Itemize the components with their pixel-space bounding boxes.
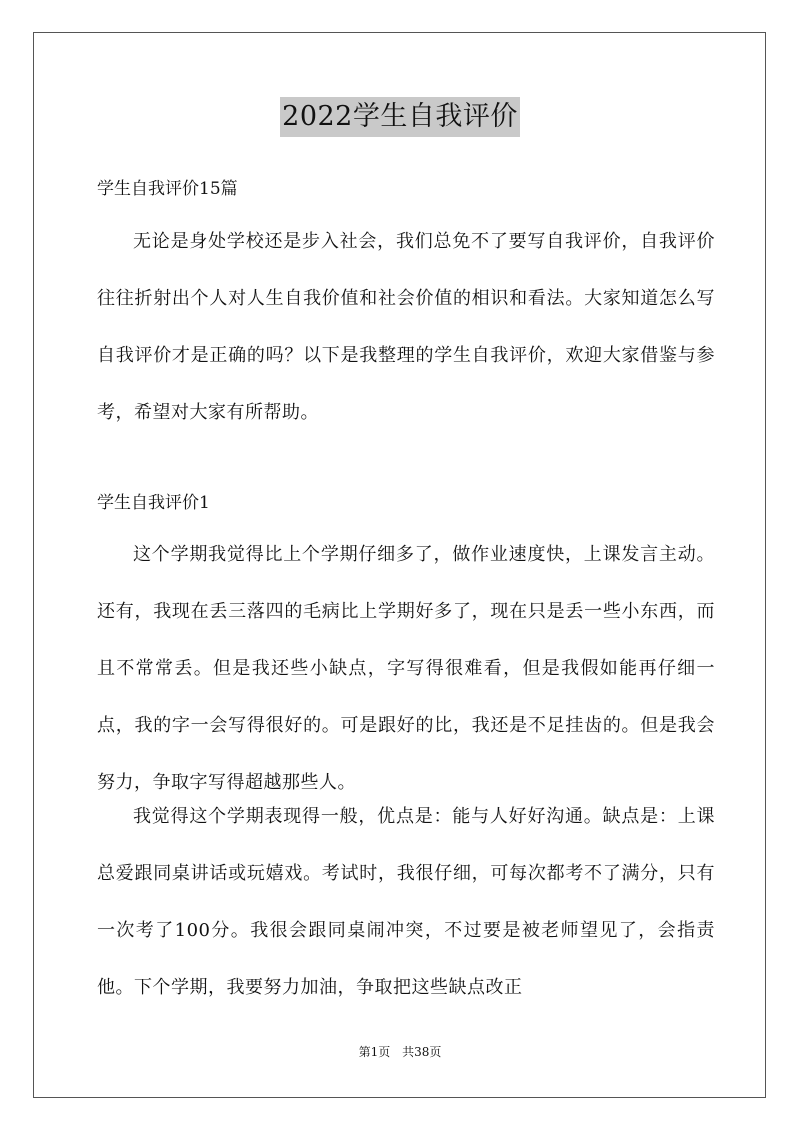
title-wrap [0, 97, 800, 137]
intro-paragraph: 无论是身处学校还是步入社会，我们总免不了要写自我评价，自我评价往往折射出个人对人生自我价值和社会价值的相识和看法。大家知道怎么写自我评价才是正确的吗？以下是我整理的学生自我评价，欢迎大家借鉴与参考，希望对大家有所帮助。 [97, 231, 715, 423]
page-footer [0, 1044, 800, 1060]
page-number: 第1页 [358, 1045, 391, 1059]
body-paragraph-2: 我觉得这个学期表现得一般，优点是：能与人好好沟通。缺点是：上课总爱跟同桌讲话或玩嬉戏。考试时，我很仔细，可每次都考不了满分，只有一次考了100分。我很会跟同桌闹冲突，不过要是被老师望见了，会指责他。下个学期，我要努力加油，争取把这些缺点改正 [97, 806, 715, 998]
body-paragraph-1: 这个学期我觉得比上个学期仔细多了，做作业速度快，上课发言主动。还有，我现在丢三落四的毛病比上学期好多了，现在只是丢一些小东西，而且不常常丢。但是我还些小缺点，字写得很难看，但是我假如能再仔细一点，我的字一会写得很好的。可是跟好的比，我还是不足挂齿的。但是我会努力，争取字写得超越那些人。 [97, 544, 715, 793]
section-heading: 学生自我评价1 [97, 493, 210, 513]
document-title: 2022学生自我评价 [280, 97, 520, 137]
page-total: 共38页 [402, 1045, 442, 1059]
document-subtitle: 学生自我评价15篇 [97, 179, 238, 199]
